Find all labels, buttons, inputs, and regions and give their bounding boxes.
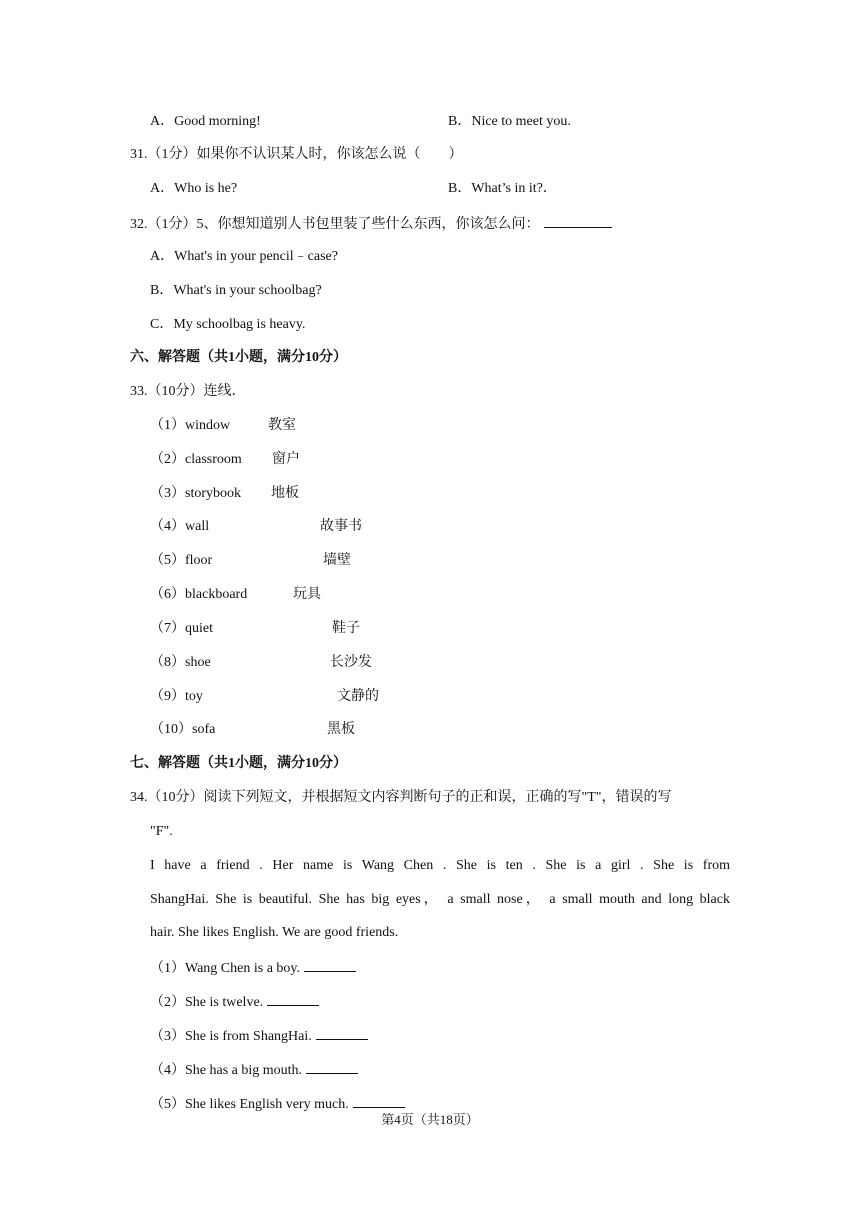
q34-item-4-text: （4）She has a big mouth. xyxy=(150,1063,303,1078)
q30-option-a: A．Good morning! xyxy=(150,114,261,129)
q33-left-6: （6）blackboard xyxy=(150,587,248,602)
q33-left-7: （7）quiet xyxy=(150,621,213,636)
q31-option-a: A．Who is he? xyxy=(150,181,238,196)
q33-right-10: 黑板 xyxy=(327,722,355,737)
q34-item-2 xyxy=(150,991,319,1013)
q33-left-1: （1）window xyxy=(150,418,231,433)
q33-left-9: （9）toy xyxy=(150,689,203,704)
q34-passage-line-3: hair. She likes English. We are good friends. xyxy=(150,925,399,940)
q33-left-3: （3）storybook xyxy=(150,486,241,501)
q32-stem-text: 32.（1分）5、你想知道别人书包里装了些什么东西，你该怎么问： xyxy=(130,217,540,232)
q32-answer-blank xyxy=(544,213,612,228)
q34-item-3 xyxy=(150,1025,368,1047)
q32-stem xyxy=(130,213,612,235)
q34-passage-line-2: ShangHai. She is beautiful. She has big eyes， a small nose， a small mouth and long black xyxy=(150,892,730,907)
q33-right-3: 地板 xyxy=(271,486,299,501)
q32-option-a: A．What's in your pencil﹣case? xyxy=(150,249,338,264)
q33-right-5: 墙壁 xyxy=(323,553,351,568)
q33-left-2: （2）classroom xyxy=(150,452,242,467)
q33-stem: 33.（10分）连线． xyxy=(130,384,246,399)
q33-right-2: 窗户 xyxy=(272,452,300,467)
q34-item-1 xyxy=(150,957,356,979)
q34-item-5-text: （5）She likes English very much. xyxy=(150,1097,349,1112)
q34-item-2-text: （2）She is twelve. xyxy=(150,995,264,1010)
q34-item-4-blank xyxy=(306,1059,358,1074)
q34-stem-line-2: "F". xyxy=(150,824,173,839)
q33-right-7: 鞋子 xyxy=(332,621,360,636)
q31-stem: 31.（1分）如果你不认识某人时，你该怎么说（ ） xyxy=(130,147,463,162)
q34-item-1-blank xyxy=(304,957,356,972)
q33-left-10: （10）sofa xyxy=(150,722,216,737)
q30-option-b: B．Nice to meet you. xyxy=(448,114,571,129)
q33-right-4: 故事书 xyxy=(320,519,362,534)
section-6-title: 六、解答题（共1小题，满分10分） xyxy=(130,350,347,365)
q33-right-9: 文静的 xyxy=(337,689,379,704)
q33-right-8: 长沙发 xyxy=(330,655,372,670)
q34-item-3-blank xyxy=(316,1025,368,1040)
q34-item-4 xyxy=(150,1059,358,1081)
q34-item-5-blank xyxy=(353,1093,405,1108)
q33-left-8: （8）shoe xyxy=(150,655,211,670)
q33-right-1: 教室 xyxy=(268,418,296,433)
q34-passage-line-1: I have a friend . Her name is Wang Chen . She is ten . She is a girl . She is from xyxy=(150,858,730,873)
q34-item-2-blank xyxy=(267,991,319,1006)
q34-item-3-text: （3）She is from ShangHai. xyxy=(150,1029,312,1044)
q34-stem-line-1: 34.（10分）阅读下列短文，并根据短文内容判断句子的正和误，正确的写"T"，错误的写 xyxy=(130,790,672,805)
page-footer: 第4页（共18页） xyxy=(381,1112,479,1127)
q33-right-6: 玩具 xyxy=(293,587,321,602)
q33-left-5: （5）floor xyxy=(150,553,213,568)
q32-option-b: B．What's in your schoolbag? xyxy=(150,283,322,298)
section-7-title: 七、解答题（共1小题，满分10分） xyxy=(130,756,347,771)
q31-option-b: B．What’s in it?． xyxy=(448,181,557,196)
q32-option-c: C．My schoolbag is heavy. xyxy=(150,317,306,332)
q33-left-4: （4）wall xyxy=(150,519,210,534)
q34-item-1-text: （1）Wang Chen is a boy. xyxy=(150,961,301,976)
